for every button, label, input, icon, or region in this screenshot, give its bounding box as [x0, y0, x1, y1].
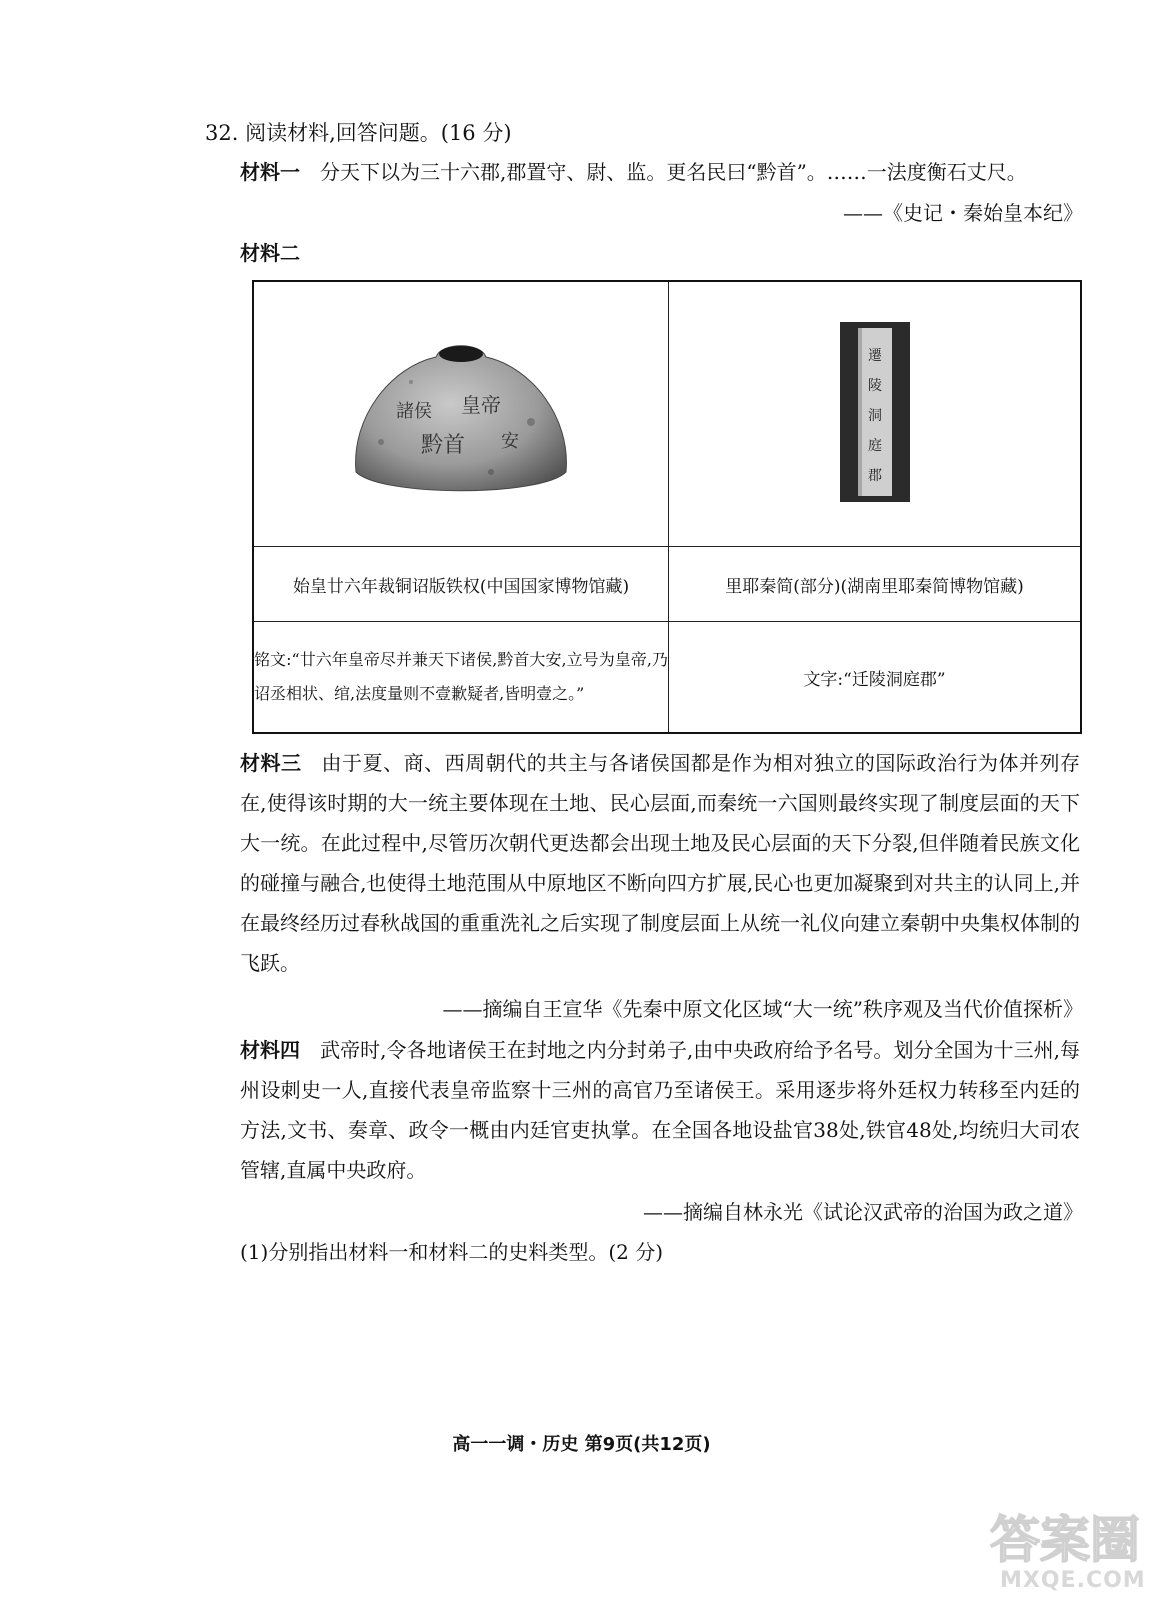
material-1-label: 材料一	[240, 160, 300, 184]
sub-question-1: (1)分别指出材料一和材料二的史料类型。(2 分)	[240, 1240, 664, 1264]
material-2-label: 材料二	[240, 241, 300, 265]
bamboo-slip-image	[840, 322, 910, 502]
svg-text:陵: 陵	[867, 378, 882, 394]
bamboo-slip-caption: 里耶秦简(部分)(湖南里耶秦简博物馆藏)	[669, 547, 1082, 622]
material-4-label: 材料四	[240, 1038, 301, 1062]
material-3-label: 材料三	[240, 751, 302, 775]
material-1	[240, 152, 1080, 192]
material-1-source: ——《史记・秦始皇本纪》	[843, 201, 1083, 225]
iron-weight-caption: 始皇廿六年裁铜诏版铁权(中国国家博物馆藏)	[253, 547, 669, 622]
material-1-text: 分天下以为三十六郡,郡置守、尉、监。更名民曰“黔首”。……一法度衡石丈尺。	[320, 160, 1027, 184]
material-2-table	[252, 280, 1082, 734]
svg-text:洞: 洞	[867, 408, 882, 424]
watermark-domain: MXQE.COM	[1000, 1568, 1146, 1593]
iron-weight-image-cell	[253, 281, 669, 547]
watermark-logo: 答案圈	[990, 1511, 1140, 1569]
svg-text:郡: 郡	[867, 468, 882, 484]
material-4	[240, 1030, 1080, 1190]
page-footer: 高一一调・历史 第9页(共12页)	[452, 1434, 711, 1455]
material-3-text: 由于夏、商、西周朝代的共主与各诸侯国都是作为相对独立的国际政治行为体并列存在,使得该时期的大一统主要体现在土地、民心层面,而秦统一六国则最终实现了制度层面的天下大一统。在此过程中,尽管历次朝代更迭都会出现土地及民心层面的天下分裂,但伴随着民族文化的碰撞与融合,也使得土地范围从中原地区不断向四方扩展,民心也更加凝聚到对共主的认同上,并在最终经历过春秋战国的重重洗礼之后实现了制度层面上从统一礼仪向建立秦朝中央集权体制的飞跃。	[240, 751, 1081, 975]
svg-text:諸侯: 諸侯	[396, 401, 432, 422]
bamboo-slip-inscription: 文字:“迁陵洞庭郡”	[669, 622, 1082, 734]
svg-text:安: 安	[501, 431, 519, 452]
iron-weight-inscription: 铭文:“廿六年皇帝尽并兼天下诸侯,黔首大安,立号为皇帝,乃诏丞相状、绾,法度量则不壹歉疑者,皆明壹之。”	[253, 622, 669, 734]
iron-weight-image	[341, 322, 581, 502]
question-header: 32. 阅读材料,回答问题。(16 分)	[205, 121, 512, 145]
material-4-text: 武帝时,令各地诸侯王在封地之内分封弟子,由中央政府给予名号。划分全国为十三州,每州设刺史一人,直接代表皇帝监察十三州的高官乃至诸侯王。采用逐步将外廷权力转移至内廷的方法,文书、奏章、政令一概由内廷官吏执掌。在全国各地设盐官38处,铁官48处,均统归大司农管辖,直属中央政府。	[240, 1038, 1081, 1182]
svg-text:黔首: 黔首	[421, 433, 466, 458]
material-3-source: ——摘编自王宣华《先秦中原文化区域“大一统”秩序观及当代价值探析》	[442, 997, 1083, 1021]
svg-text:庭: 庭	[867, 438, 882, 454]
svg-text:皇帝: 皇帝	[461, 393, 501, 417]
bamboo-slip-image-cell	[669, 281, 1082, 547]
material-4-source: ——摘编自林永光《试论汉武帝的治国为政之道》	[643, 1200, 1083, 1224]
svg-text:遷: 遷	[867, 348, 882, 364]
material-3	[240, 743, 1080, 983]
